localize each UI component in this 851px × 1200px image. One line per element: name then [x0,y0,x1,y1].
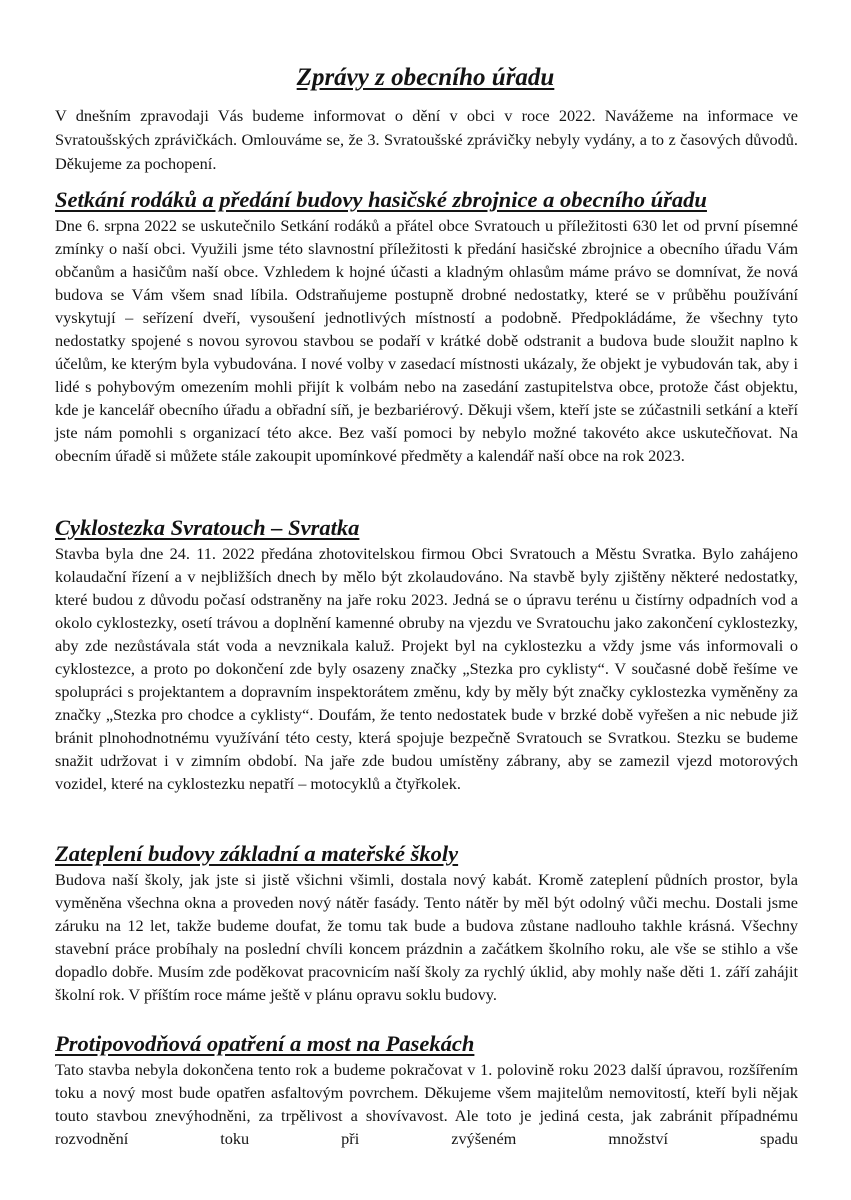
page-title: Zprávy z obecního úřadu [296,64,555,91]
section-paragraph: Dne 6. srpna 2022 se uskutečnilo Setkání rodáků a přátel obce Svratouch u příležitosti 630 let od první písemné zmínky o naší obci. Využili jsme této slavnostní příležitosti k předání hasičské zbrojnice a obecního úřadu Vám občanům a hasičům naší obce. Vzhledem k hojné účasti a kladným ohlasům máme právo se domnívat, že nová budova se Vám všem snad líbila. Odstraňujeme postupně drobné nedostatky, které se v průběhu používání vyskytují – seřízení dveří, vysoušení jednotlivých místností a podobně. Předpokládáme, že všechny tyto nedostatky spojené s novou syrovou stavbou se podaří v krátké době odstranit a budova bude sloužit naplno k účelům, ke kterým byla vybudována. I nové volby v zasedací místnosti ukázaly, že objekt je vybudován tak, aby i lidé s pohybovým omezením mohli přijít k volbám nebo na zasedání zastupitelstva obce, protože část objektu, kde je kancelář obecního úřadu a obřadní síň, je bezbariérový. Děkuji všem, kteří jste se zúčastnili setkání a kteří jste nám pomohli s organizací této akce. Bez vaší pomoci by nebylo možné takovéto akce uskutečňovat. Na obecním úřadě si můžete stále zakoupit upomínkové předměty a kalendář naší obce na rok 2023. [55,216,798,465]
section-heading: Cyklostezka Svratouch – Svratka [55,515,360,540]
section-heading: Protipovodňová opatření a most na Pasekách [55,1031,475,1056]
intro-paragraph: V dnešním zpravodaji Vás budeme informovat o dění v obci v roce 2022. Navážeme na informace ve Svratoušských zprávičkách. Omlouváme se, že 3. Svratoušské zprávičky nebyly vydány, a to z časových důvodů. Děkujeme za pochopení. [55,106,798,173]
section-heading: Setkání rodáků a předání budovy hasičské zbrojnice a obecního úřadu [55,187,707,212]
section-paragraph: Tato stavba nebyla dokončena tento rok a budeme pokračovat v 1. polovině roku 2023 další úpravou, rozšířením toku a nový most bude opatřen asfaltovým povrchem. Děkujeme všem majitelům nemovitostí, kteří byli nějak touto stavbou znevýhodněni, za trpělivost a shovívavost. Ale toto je jediná cesta, jak zabránit případnému rozvodnění toku při zvýšeném množství spadu [55,1060,798,1148]
section-flood-protection [55,1030,798,1150]
section-school-insulation [55,840,798,1006]
section-heading: Zateplení budovy základní a mateřské školy [55,841,459,866]
section-paragraph: Budova naší školy, jak jste si jistě všichni všimli, dostala nový kabát. Kromě zateplení půdních prostor, byla vyměněna všechna okna a proveden nový nátěr fasády. Tento nátěr by měl být odolný vůči mechu. Dostali jsme záruku na 12 let, takže budeme doufat, že tomu tak bude a budova zůstane nadlouho takhle krásná. Všechny stavební práce probíhaly na poslední chvíli koncem prázdnin a začátkem školního roku, ale vše se stihlo a vše dopadlo dobře. Musím zde poděkovat pracovnicím naší školy za rychlý úklid, aby mohly naše děti 1. září zahájit školní rok. V příštím roce máme ještě v plánu opravu soklu budovy. [55,870,798,1004]
section-cycle-path [55,514,798,795]
section-fire-station [55,186,798,467]
section-paragraph: Stavba byla dne 24. 11. 2022 předána zhotovitelskou firmou Obci Svratouch a Městu Svratka. Bylo zahájeno kolaudační řízení a v nejbližších dnech by mělo být zkolaudováno. Na stavbě byly zjištěny některé nedostatky, které budou z důvodu počasí odstraněny na jaře roku 2023. Jedná se o úpravu terénu u čistírny odpadních vod a okolo cyklostezky, osetí trávou a doplnění kamenné obruby na vjezdu ve Svratouchu jako zakončení cyklostezky, aby zde nezůstávala stát voda a nevznikala kaluž. Projekt byl na cyklostezku a vždy jsme vás informovali o cyklostezce, a proto po dokončení zde byly osazeny značky „Stezka pro cyklisty“. V současné době řešíme ve spolupráci s projektantem a dopravním inspektorátem změnu, kdy by měly být značky cyklostezka vyměněny za značky „Stezka pro chodce a cyklisty“. Doufám, že tento nedostatek bude v brzké době vyřešen a nic nebude již bránit plnohodnotnému využívání této cesty, která spojuje bezpečně Svratouch se Svratkou. Stezku se budeme snažit udržovat i v zimním období. Na jaře zde budou umístěny zábrany, aby se zamezil vjezd motorových vozidel, které na cyklostezku nepatří – motocyklů a čtyřkolek. [55,544,798,793]
